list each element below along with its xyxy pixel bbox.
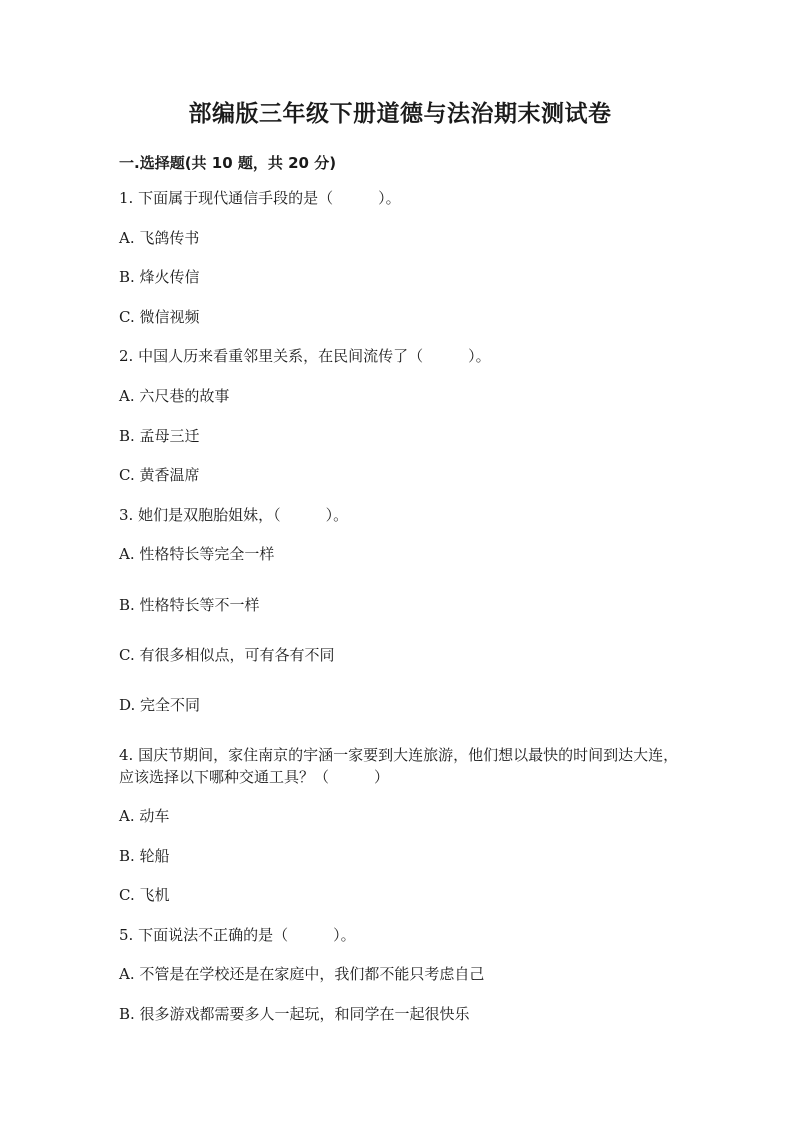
question-1-option-a: A. 飞鸽传书 (119, 229, 200, 247)
question-3-option-c: C. 有很多相似点，可有各有不同 (119, 646, 335, 664)
question-2-option-c: C. 黄香温席 (119, 466, 200, 484)
page-title: 部编版三年级下册道德与法治期末测试卷 (188, 101, 612, 127)
question-5-option-a: A. 不管是在学校还是在家庭中，我们都不能只考虑自己 (119, 965, 485, 983)
question-4-option-a: A. 动车 (119, 807, 170, 825)
question-1-option-c: C. 微信视频 (119, 308, 200, 326)
question-5-option-b: B. 很多游戏都需要多人一起玩，和同学在一起很快乐 (119, 1005, 470, 1023)
question-4-stem: 4. 国庆节期间，家住南京的宇涵一家要到大连旅游，他们想以最快的时间到达大连，应该选择以下哪种交通工具？（ ） (119, 746, 679, 786)
question-5-stem: 5. 下面说法不正确的是（ ）。 (119, 926, 356, 944)
section-heading: 一.选择题(共 10 题，共 20 分) (119, 154, 337, 172)
question-4-option-b: B. 轮船 (119, 847, 170, 865)
question-2-stem: 2. 中国人历来看重邻里关系，在民间流传了（ ）。 (119, 347, 491, 365)
question-2-option-a: A. 六尺巷的故事 (119, 387, 230, 405)
question-3-stem: 3. 她们是双胞胎姐妹，（ ）。 (119, 506, 349, 524)
question-1-stem: 1. 下面属于现代通信手段的是（ ）。 (119, 189, 401, 207)
question-2-option-b: B. 孟母三迁 (119, 427, 200, 445)
question-3-option-b: B. 性格特长等不一样 (119, 596, 260, 614)
question-1-option-b: B. 烽火传信 (119, 268, 200, 286)
question-4-option-c: C. 飞机 (119, 886, 170, 904)
question-3-option-a: A. 性格特长等完全一样 (119, 545, 275, 563)
question-3-option-d: D. 完全不同 (119, 696, 201, 714)
